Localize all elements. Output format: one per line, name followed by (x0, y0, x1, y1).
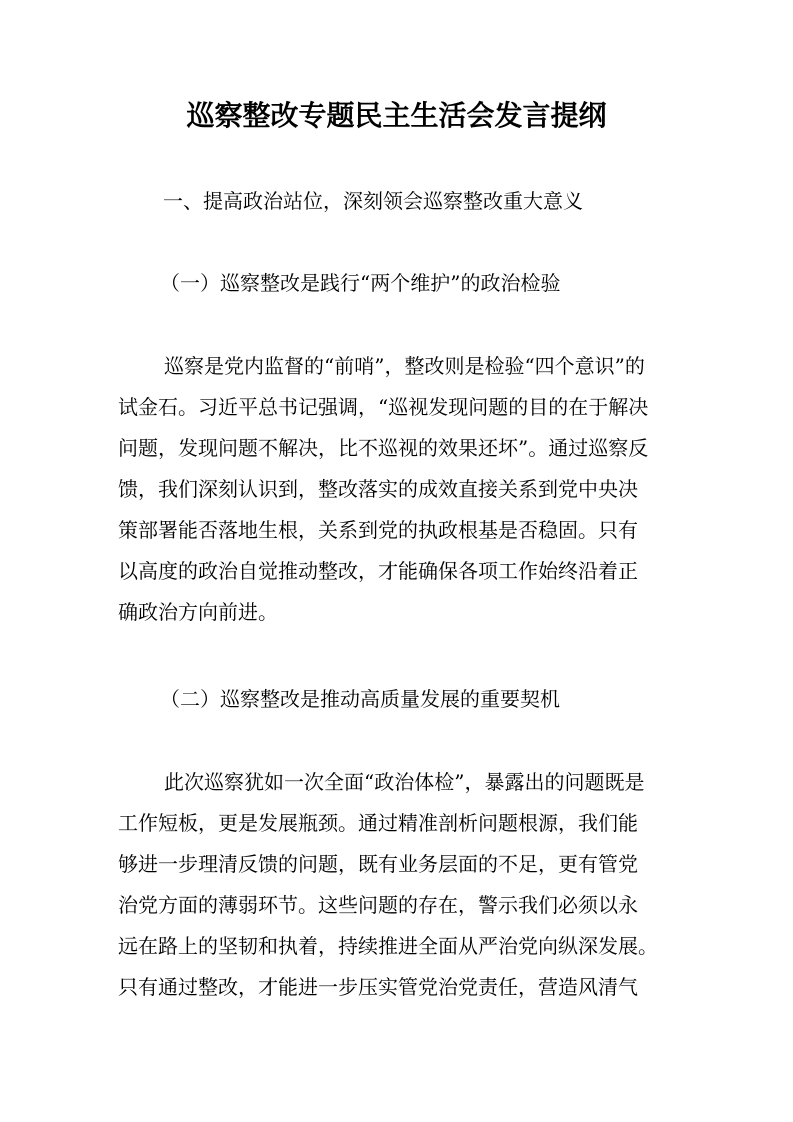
paragraph-line: 远在路上的坚韧和执着，持续推进全面从严治党向纵深发展。 (118, 934, 658, 958)
section-heading-1: 一、提高政治站位，深刻领会巡察整改重大意义 (163, 189, 583, 213)
paragraph-line: 试金石。习近平总书记强调，“巡视发现问题的目的在于解决 (118, 395, 649, 419)
paragraph-line: 够进一步理清反馈的问题，既有业务层面的不足，更有管党 (118, 852, 638, 876)
paragraph-line: 确政治方向前进。 (118, 600, 278, 624)
paragraph-2 (118, 762, 678, 1008)
paragraph-line: 工作短板，更是发展瓶颈。通过精准剖析问题根源，我们能 (118, 811, 638, 835)
subsection-heading-1: （一）巡察整改是践行“两个维护”的政治检验 (160, 271, 561, 295)
paragraph-line: 问题，发现问题不解决，比不巡视的效果还坏”。通过巡察反 (118, 436, 649, 460)
paragraph-line: 治党方面的薄弱环节。这些问题的存在，警示我们必须以永 (118, 893, 638, 917)
paragraph-line: 馈，我们深刻认识到，整改落实的成效直接关系到党中央决 (118, 477, 638, 501)
paragraph-line: 策部署能否落地生根，关系到党的执政根基是否稳固。只有 (118, 518, 638, 542)
paragraph-line: 巡察是党内监督的“前哨”，整改则是检验“四个意识”的 (164, 354, 645, 378)
subsection-heading-2: （二）巡察整改是推动高质量发展的重要契机 (160, 687, 560, 711)
page-title: 巡察整改专题民主生活会发言提纲 (186, 99, 607, 132)
paragraph-line: 只有通过整改，才能进一步压实管党治党责任，营造风清气 (118, 975, 638, 999)
paragraph-line: 以高度的政治自觉推动整改，才能确保各项工作始终沿着正 (118, 559, 638, 583)
paragraph-1 (118, 346, 678, 633)
paragraph-line: 此次巡察犹如一次全面“政治体检”，暴露出的问题既是 (164, 770, 645, 794)
